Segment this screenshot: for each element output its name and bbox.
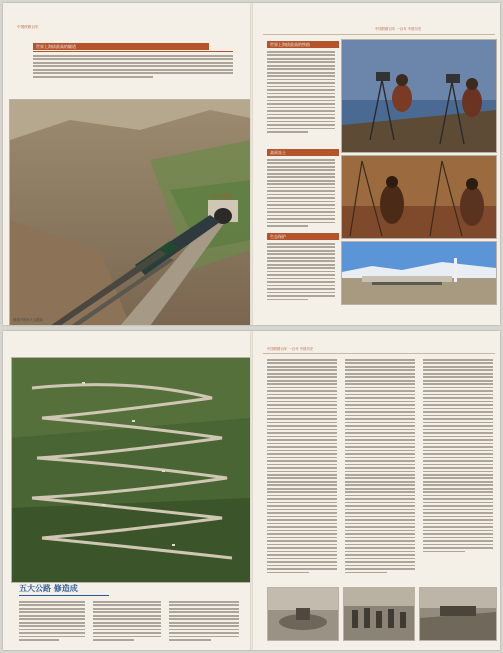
flag-photo bbox=[341, 155, 497, 239]
historic-photo-3 bbox=[419, 587, 497, 641]
section-rule bbox=[33, 51, 233, 52]
intro-text bbox=[33, 55, 233, 79]
article-title-text: 五大公路 修造成 bbox=[19, 584, 78, 593]
running-head: 中国铁路百年 bbox=[17, 25, 39, 29]
section-banner-1 bbox=[267, 41, 339, 48]
surveyors-photo-image bbox=[342, 40, 496, 152]
road-photo bbox=[11, 357, 252, 583]
header-rule bbox=[263, 34, 495, 35]
text-column-3 bbox=[267, 243, 335, 302]
historic-photo-2-image bbox=[344, 588, 414, 640]
running-head: 中国铁路百年 一百年 中国历史 bbox=[267, 347, 314, 351]
top-spread bbox=[3, 3, 500, 325]
top-right-page bbox=[253, 3, 500, 325]
article-title bbox=[19, 583, 78, 594]
title-rule bbox=[19, 595, 109, 596]
body-column-2 bbox=[93, 601, 161, 643]
road-photo-image bbox=[12, 358, 251, 582]
section-banner bbox=[33, 43, 209, 50]
tunnel-caption: 修建中的风火山隧道 bbox=[13, 318, 43, 322]
bottom-left-page bbox=[3, 331, 250, 650]
text-column-2 bbox=[267, 159, 335, 229]
svg-text:风火山隧道: 风火山隧道 bbox=[212, 193, 232, 198]
bottom-spread bbox=[3, 331, 500, 650]
top-left-page bbox=[3, 3, 250, 325]
historic-photo-1 bbox=[267, 587, 339, 641]
body-column-c bbox=[423, 359, 493, 554]
historic-photo-2 bbox=[343, 587, 415, 641]
station-photo-image bbox=[342, 242, 496, 304]
section-banner-3-label: 生态保护 bbox=[270, 234, 286, 239]
body-column-a bbox=[267, 359, 337, 575]
historic-photo-3-image bbox=[420, 588, 496, 640]
section-banner-2-label: 高原冻土 bbox=[270, 150, 286, 155]
tunnel-photo bbox=[9, 99, 252, 325]
surveyors-photo bbox=[341, 39, 497, 153]
section-banner-2 bbox=[267, 149, 339, 156]
body-column-3 bbox=[169, 601, 239, 643]
body-column-1 bbox=[19, 601, 85, 643]
tunnel-photo-image bbox=[10, 100, 251, 325]
section-banner-3 bbox=[267, 233, 339, 240]
flag-photo-image bbox=[342, 156, 496, 238]
station-photo bbox=[341, 241, 497, 305]
section-banner-label: 世界上海拔最高的隧道 bbox=[36, 44, 76, 49]
text-column-1 bbox=[267, 51, 335, 135]
header-rule bbox=[263, 353, 495, 354]
historic-photo-1-image bbox=[268, 588, 338, 640]
body-column-b bbox=[345, 359, 415, 575]
running-head: 中国铁路百年 一百年 中国历史 bbox=[375, 27, 422, 31]
bottom-right-page bbox=[253, 331, 500, 650]
section-banner-1-label: 世界上海拔最高的铁路 bbox=[270, 42, 310, 47]
